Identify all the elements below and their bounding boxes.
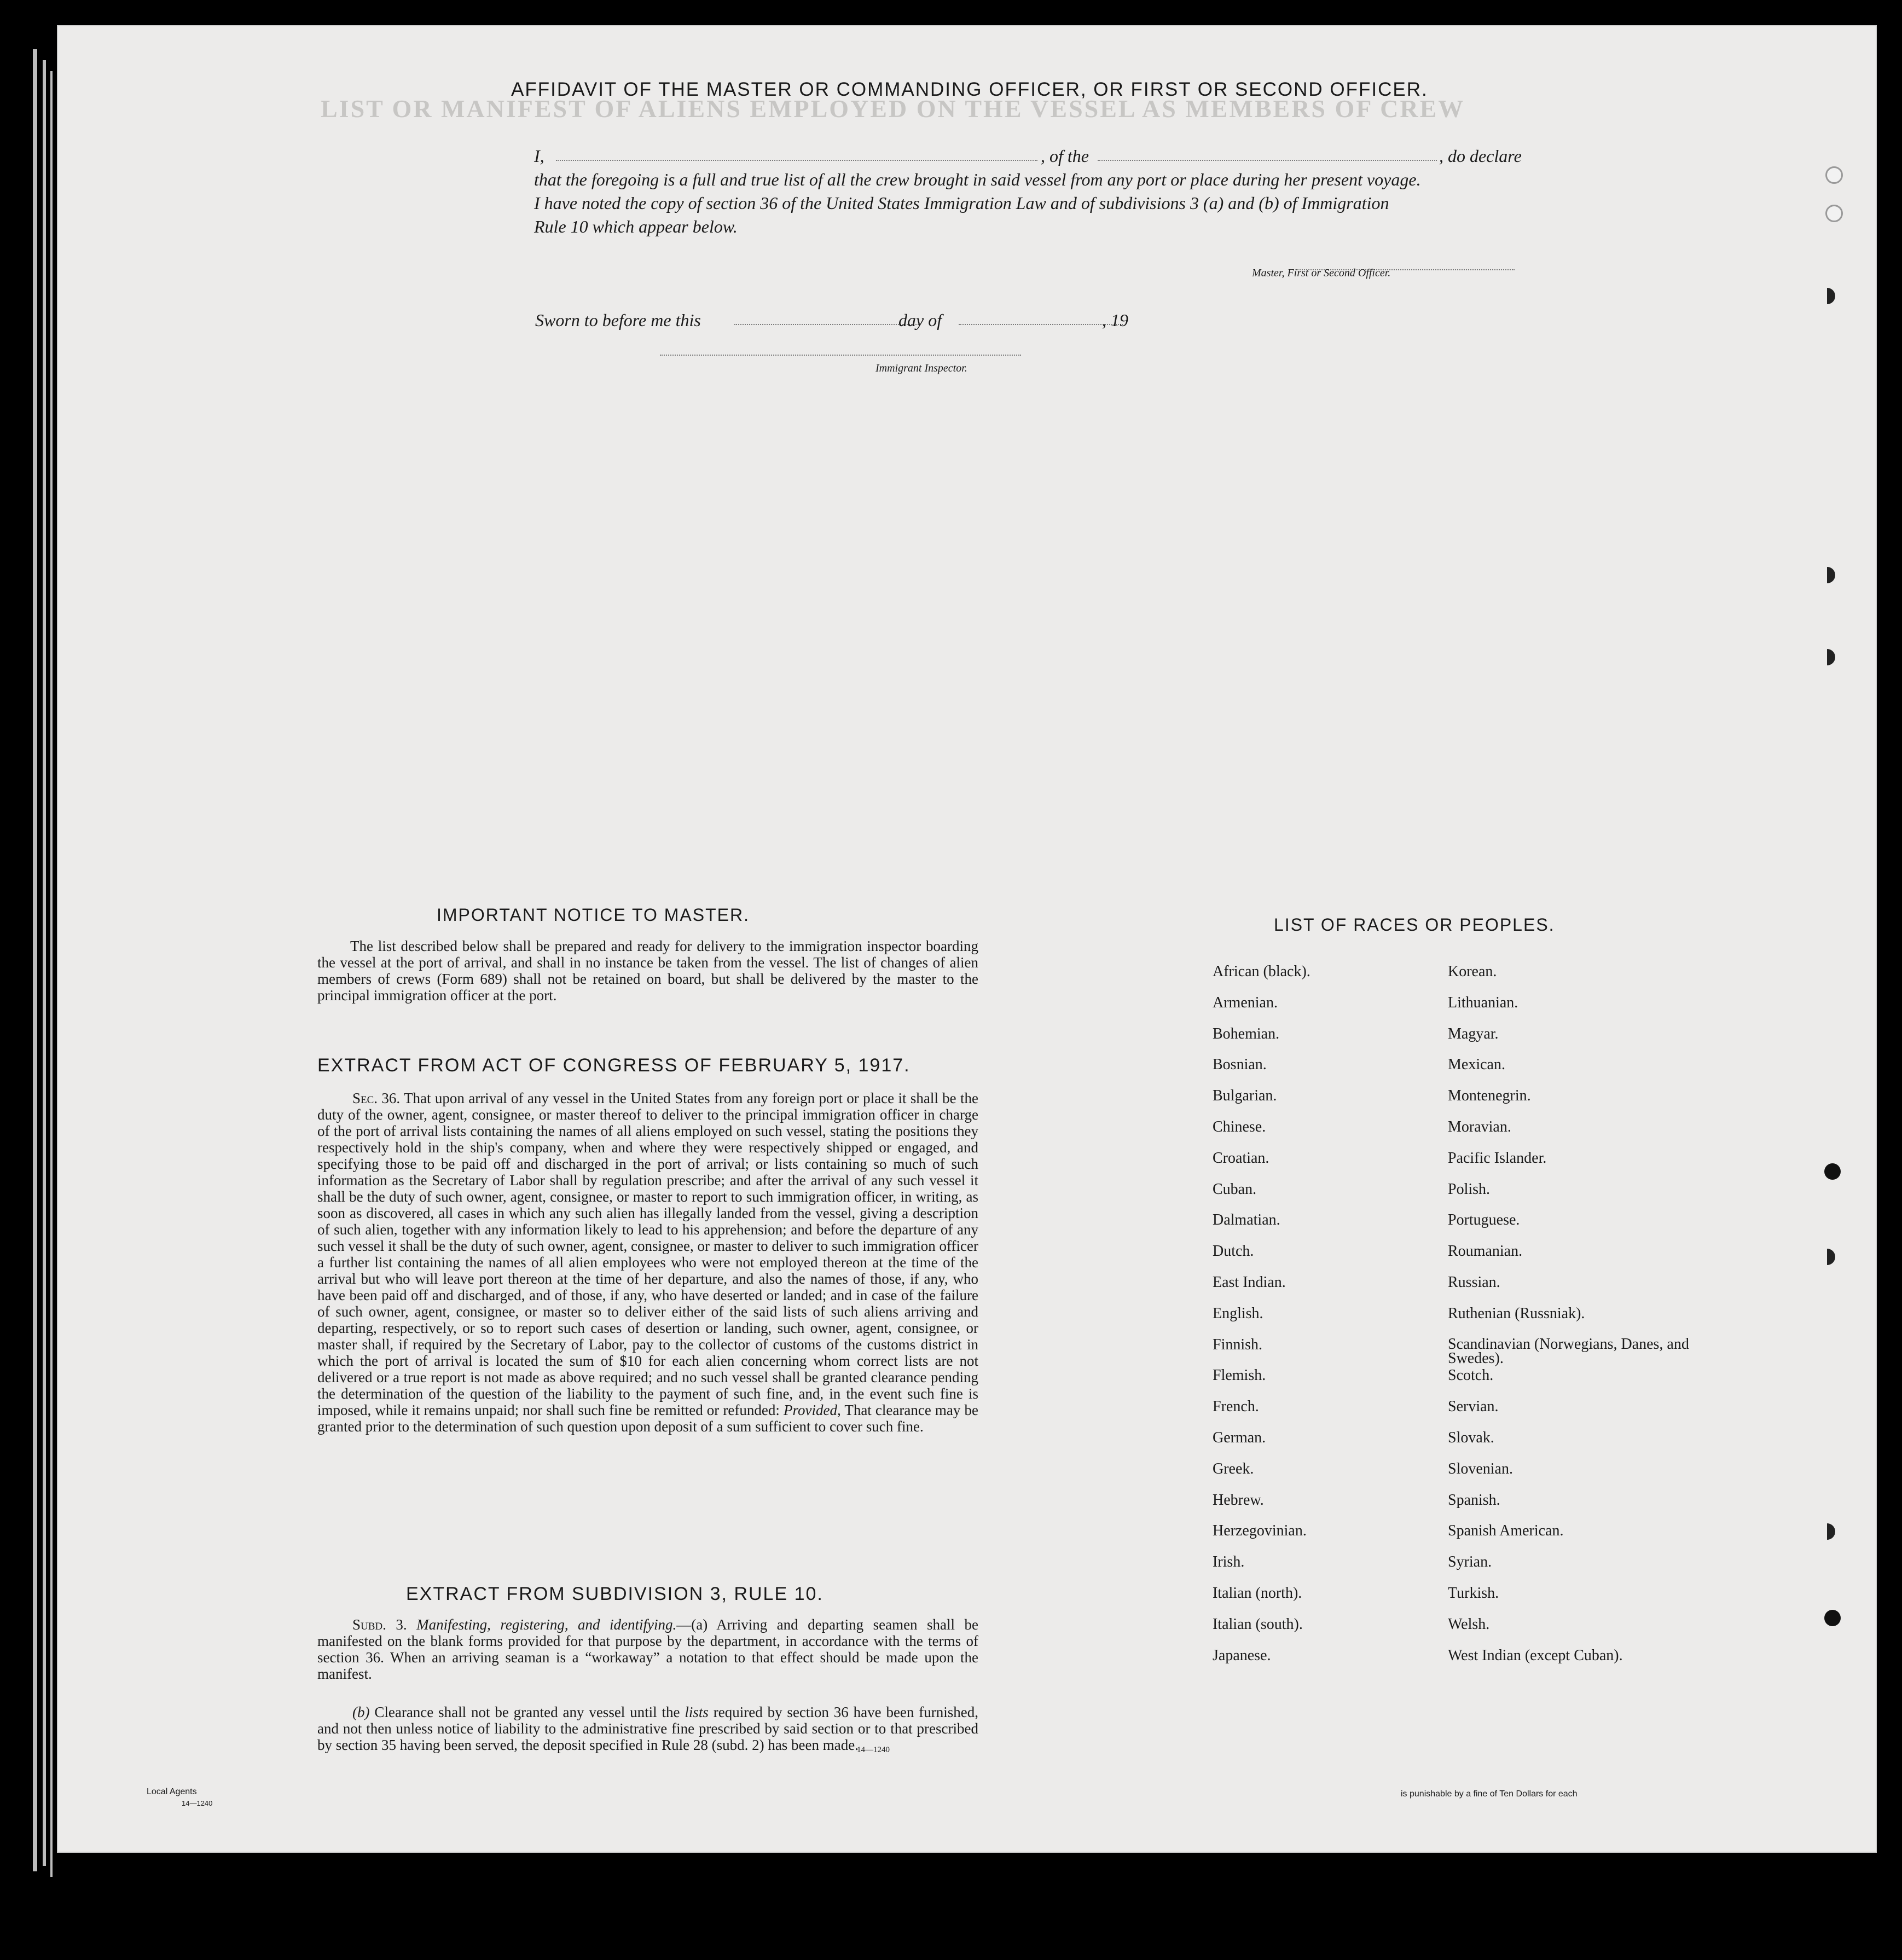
sworn-month-blank <box>959 324 1123 325</box>
race-item: French. <box>1213 1398 1259 1416</box>
master-signature-label: Master, First or Second Officer. <box>1252 267 1391 279</box>
race-item: Servian. <box>1448 1398 1499 1416</box>
sworn-year: , 19 <box>1102 310 1128 330</box>
extract-rule-title: EXTRACT FROM SUBDIVISION 3, RULE 10. <box>406 1584 824 1604</box>
race-item: Chinese. <box>1213 1118 1266 1135</box>
race-item: Hebrew. <box>1213 1491 1264 1509</box>
form-code: 14—1240 <box>857 1746 890 1754</box>
race-item: Bulgarian. <box>1213 1087 1277 1105</box>
race-item: English. <box>1213 1304 1263 1322</box>
race-item: Portuguese. <box>1448 1211 1520 1229</box>
extract-act-title: EXTRACT FROM ACT OF CONGRESS OF FEBRUARY 5, 1917. <box>317 1055 911 1076</box>
binder-hole <box>1819 649 1835 665</box>
race-item: Cuban. <box>1213 1180 1257 1198</box>
affidavit-line-3: Rule 10 which appear below. <box>534 217 738 236</box>
race-item: Syrian. <box>1448 1553 1492 1571</box>
subd-italic-heading: Manifesting, registering, and identifying. <box>416 1616 677 1633</box>
affidavit-line-2: I have noted the copy of section 36 of the United States Immigration Law and of subdivisions 3 (a) and (b) of Immigration <box>534 193 1389 213</box>
document-page <box>57 25 1877 1853</box>
sworn-label: Sworn to before me this <box>535 310 701 330</box>
race-item: Turkish. <box>1448 1584 1499 1602</box>
race-item: West Indian (except Cuban). <box>1448 1646 1623 1664</box>
race-item: Russian. <box>1448 1273 1500 1291</box>
race-item: Montenegrin. <box>1448 1087 1531 1105</box>
affidavit-of-the-label: , of the <box>1041 146 1089 166</box>
notice-text: The list described below shall be prepared and ready for delivery to the immigration inspector boarding the vessel at the port of arrival, and shall in no instance be taken from the vessel. The list of changes of alien members of crews (Form 689) shall not be retained on board, but shall be delivered by the master to the principal immigration officer at the port. <box>317 938 978 1004</box>
race-item: Welsh. <box>1448 1615 1490 1633</box>
section-36-text <box>317 1090 978 1435</box>
race-item: Korean. <box>1448 963 1497 980</box>
notice-title: IMPORTANT NOTICE TO MASTER. <box>437 905 750 925</box>
race-item: African (black). <box>1213 963 1310 980</box>
race-item: Ruthenian (Russniak). <box>1448 1304 1585 1322</box>
affidavit-i-label: I, <box>534 146 544 166</box>
race-item: Roumanian. <box>1448 1243 1523 1260</box>
race-item: Croatian. <box>1213 1149 1269 1167</box>
race-item: Slovak. <box>1448 1429 1494 1446</box>
race-item: Pacific Islander. <box>1448 1149 1547 1167</box>
race-item: Spanish American. <box>1448 1522 1564 1540</box>
race-item: Bosnian. <box>1213 1056 1267 1074</box>
race-item: Spanish. <box>1448 1491 1500 1509</box>
bleed-through-title: LIST OR MANIFEST OF ALIENS EMPLOYED ON THE VESSEL AS MEMBERS OF CREW <box>321 95 1465 123</box>
race-item: Lithuanian. <box>1448 994 1518 1011</box>
footer-left-code: 14—1240 <box>182 1799 213 1807</box>
vessel-blank-line <box>1098 160 1437 161</box>
race-item: Italian (south). <box>1213 1615 1303 1633</box>
races-column-2 <box>1448 964 1700 1679</box>
inspector-signature-label: Immigrant Inspector. <box>875 362 967 374</box>
sworn-day-blank <box>734 324 920 325</box>
race-item: Japanese. <box>1213 1646 1271 1664</box>
race-item: Mexican. <box>1448 1056 1505 1074</box>
race-item: Dutch. <box>1213 1243 1254 1260</box>
binder-hole <box>1819 567 1835 583</box>
subd-label: Subd. 3. <box>352 1616 407 1633</box>
races-column-1 <box>1213 964 1310 1679</box>
notice-body <box>317 938 978 1004</box>
race-item: Irish. <box>1213 1553 1245 1571</box>
inspector-signature-line <box>660 355 1021 356</box>
binder-hole <box>1824 1163 1841 1180</box>
race-item: Dalmatian. <box>1213 1211 1280 1229</box>
subd-b-pre: Clearance shall not be granted any vessel until the <box>374 1704 680 1720</box>
name-blank-line <box>556 160 1037 161</box>
race-item: Polish. <box>1448 1180 1491 1198</box>
race-item: Moravian. <box>1448 1118 1511 1135</box>
race-item: Slovenian. <box>1448 1460 1513 1477</box>
binder-hole <box>1825 166 1843 184</box>
race-item: Magyar. <box>1448 1025 1499 1042</box>
race-item: Scandinavian (Norwegians, Danes, and Swedes). <box>1448 1335 1689 1367</box>
races-title: LIST OF RACES OR PEOPLES. <box>1274 915 1555 935</box>
section-36-body: That upon arrival of any vessel in the United States from any foreign port or place it shall be the duty of the owner, agent, consignee, or master thereof to deliver to the principal immigration officer in charge of the port of arrival lists containing the names of all aliens employed on such vessel, stating the positions they respectively hold in the ship's company, when and where they were respectively shipped or engaged, and specifying those to be paid off and discharged in the port of arrival; or lists containing so much of such information as the Secretary of Labor shall by regulation prescribe; and after the arrival of any such vessel it shall be the duty of such owner, agent, consignee, or master to report to such immigration officer, in writing, as soon as discovered, all cases in which any such alien has illegally landed from the vessel, giving a description of such alien, together with any information likely to lead to his apprehension; and before the departure of any such vessel it shall be the duty of such owner, agent, consignee, or master to deliver to such immigration officer a further list containing the names of all alien employees who were not employed thereon at the time of the arrival but who will leave port thereon at the time of her departure, and also the names of those, if any, who have been paid off and discharged, and of those, if any, who have deserted or landed; and in case of the failure of such owner, agent, consignee, or master so to deliver either of the said lists of such aliens arriving and departing, respectively, or so to report such cases of desertion or landing, such owner, agent, consignee, or master shall, if required by the Secretary of Labor, pay to the collector of customs of the customs district in which the port of arrival is located the sum of $10 for each alien concerning whom correct lists are not delivered or a true report is not made as above required; and no such vessel shall be granted clearance pending the determination of the question of the liability to the payment of such fine, and, in the event such fine is imposed, while it remains unpaid; nor shall such fine be remitted or refunded: <box>317 1090 978 1418</box>
binder-hole <box>1819 1249 1835 1265</box>
affidavit-line-1: that the foregoing is a full and true list of all the crew brought in said vessel from any port or place during her present voyage. <box>534 170 1421 189</box>
race-item: Herzegovinian. <box>1213 1522 1307 1540</box>
race-item: Scotch. <box>1448 1367 1494 1384</box>
race-item: Armenian. <box>1213 994 1278 1011</box>
race-item: Italian (north). <box>1213 1584 1302 1602</box>
race-item: Finnish. <box>1213 1336 1263 1353</box>
section-36-provided: Provided, <box>783 1402 841 1418</box>
binder-hole <box>1819 288 1835 304</box>
footer-right-text: is punishable by a fine of Ten Dollars for each <box>1401 1789 1578 1799</box>
subdivision-3-a <box>317 1616 978 1682</box>
subd-a-text: —(a) Arriving and departing seamen shall be manifested on the blank forms provided for that purpose by the department, in accordance with the terms of section 36. When an arriving seaman is a “workaway” a notation to that effect should be made upon the manifest. <box>317 1616 978 1682</box>
affidavit-do-declare: , do declare <box>1439 146 1522 166</box>
subd-b-text: required by section 36 have been furnished, and not then unless notice of liability to the administrative fine prescribed by said section or to that prescribed by section 35 having been served, the deposit specified in Rule 28 (subd. 2) has been made. <box>317 1704 978 1753</box>
race-item: German. <box>1213 1429 1266 1446</box>
subd-b-lists: lists <box>685 1704 709 1720</box>
affidavit-title: AFFIDAVIT OF THE MASTER OR COMMANDING OFFICER, OR FIRST OR SECOND OFFICER. <box>511 79 1428 100</box>
binder-hole <box>1825 205 1843 222</box>
race-item: Bohemian. <box>1213 1025 1280 1042</box>
sworn-day-of: day of <box>898 310 942 330</box>
race-item: East Indian. <box>1213 1273 1286 1291</box>
race-item: Flemish. <box>1213 1367 1266 1384</box>
binder-hole <box>1824 1610 1841 1626</box>
section-36-label: Sec. 36. <box>352 1090 401 1106</box>
binder-hole <box>1819 1523 1835 1540</box>
subd-b-label: (b) <box>352 1704 370 1720</box>
race-item: Greek. <box>1213 1460 1254 1477</box>
section-36-body-end: That clearance may be granted prior to the determination of such question upon deposit of a sum sufficient to cover such fine. <box>317 1402 979 1435</box>
footer-left-label: Local Agents <box>147 1787 197 1796</box>
